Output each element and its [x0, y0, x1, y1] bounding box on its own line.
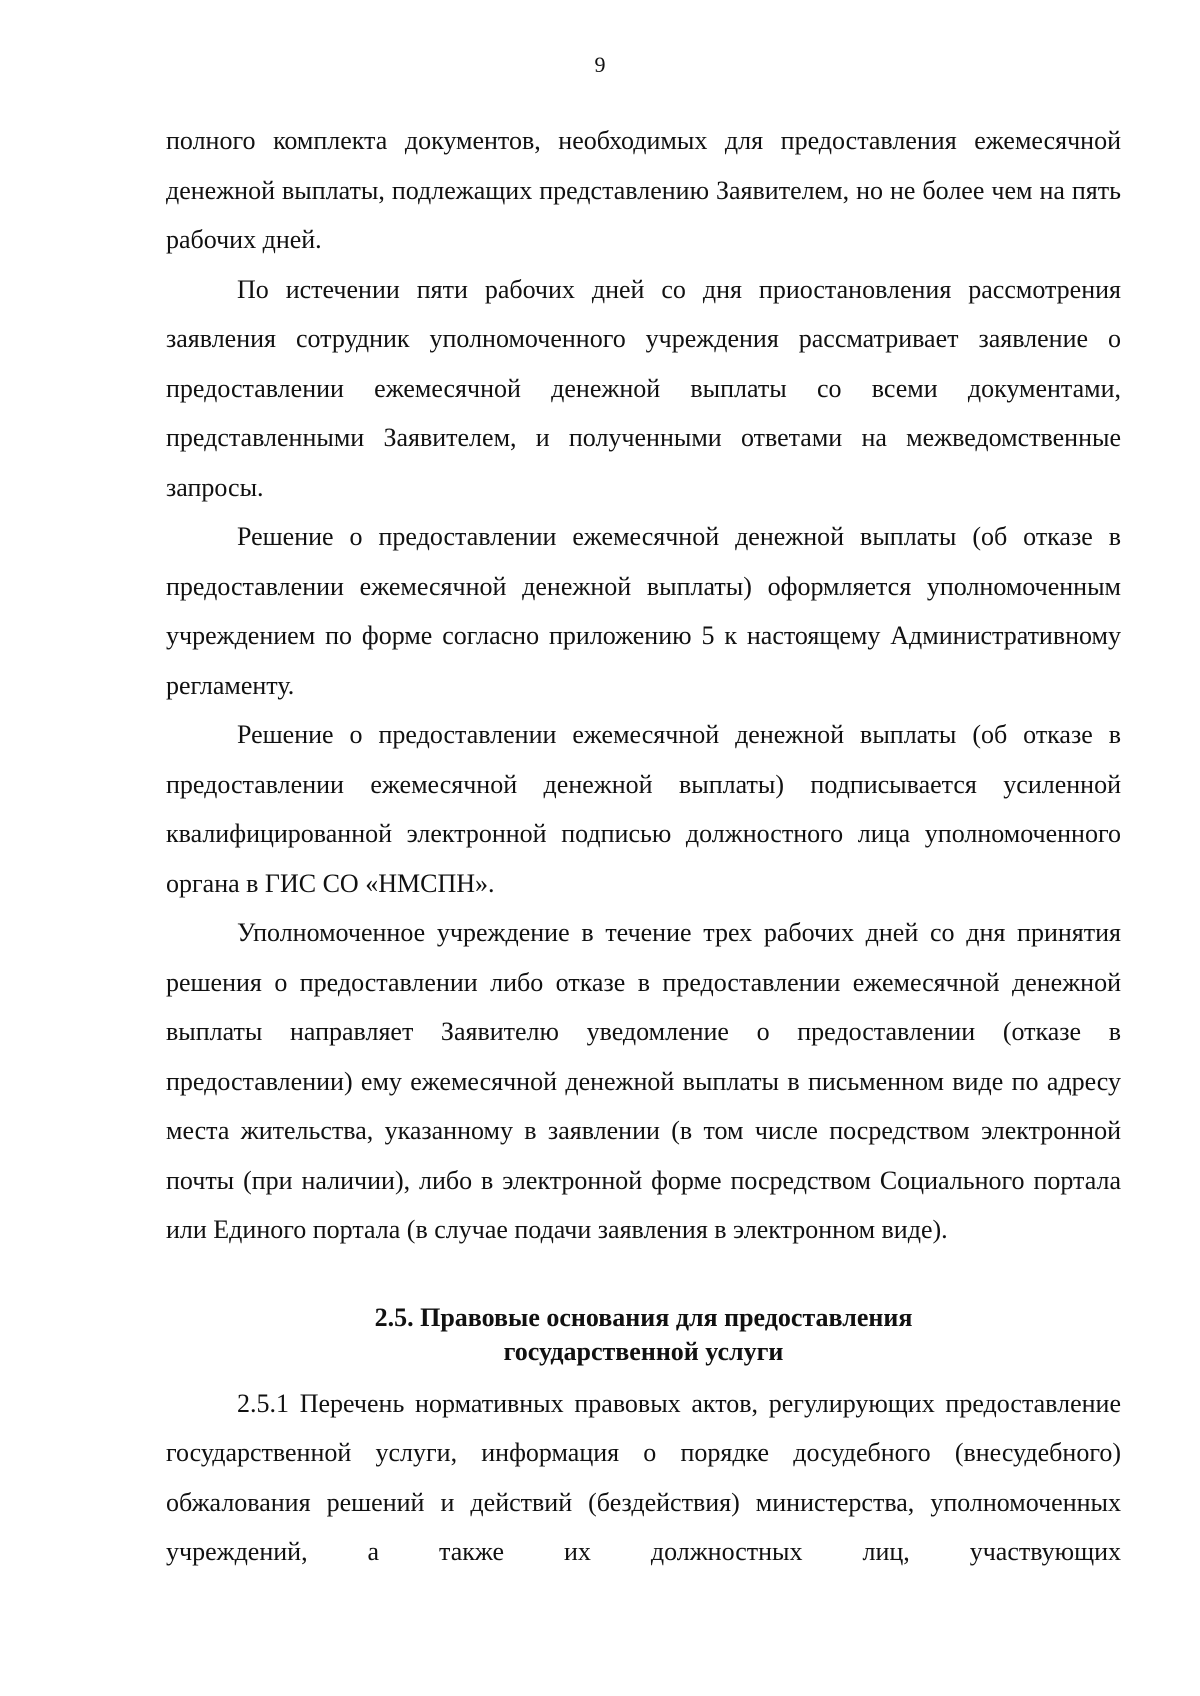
- section-heading-line-1: 2.5. Правовые основания для предоставления: [374, 1302, 913, 1332]
- paragraph-continuation: полного комплекта документов, необходимых для предоставления ежемесячной денежной выплаты, подлежащих представлению Заявителем, но не более чем на пять рабочих дней.: [166, 126, 1121, 254]
- paragraph-review-after-suspension: По истечении пяти рабочих дней со дня приостановления рассмотрения заявления сотрудник уполномоченного учреждения рассматривает заявление о предоставлении ежемесячной денежной выплаты со всеми документами, представленными Заявителем, и полученными ответами на межведомственные запросы.: [166, 274, 1121, 502]
- paragraph-decision-signature: Решение о предоставлении ежемесячной денежной выплаты (об отказе в предоставлении ежемесячной денежной выплаты) подписывается усиленной квалифицированной электронной подписью должностного лица уполномоченного органа в ГИС СО «НМСПН».: [166, 720, 1121, 898]
- paragraph-decision-form: Решение о предоставлении ежемесячной денежной выплаты (об отказе в предоставлении ежемесячной денежной выплаты) оформляется уполномоченным учреждением по форме согласно приложению 5 к настоящему Административному регламенту.: [166, 522, 1121, 700]
- paragraph-legal-acts-list: 2.5.1 Перечень нормативных правовых актов, регулирующих предоставление государственной услуги, информация о порядке досудебного (внесудебного) обжалования решений и действий (бездействия) министерства, уполномоченных учреждений, а также их должностных лиц, участвующих: [166, 1388, 1121, 1566]
- page-number: 9: [594, 52, 606, 77]
- document-body: [166, 116, 1121, 1577]
- paragraph-notification: Уполномоченное учреждение в течение трех рабочих дней со дня принятия решения о предоставлении либо отказе в предоставлении ежемесячной денежной выплаты направляет Заявителю уведомление о предоставлении (отказе в предоставлении) ему ежемесячной денежной выплаты в письменном виде по адресу места жительства, указанному в заявлении (в том числе посредством электронной почты (при наличии), либо в электронной форме посредством Социального портала или Единого портала (в случае подачи заявления в электронном виде).: [166, 918, 1121, 1244]
- section-heading-line-2: государственной услуги: [503, 1336, 784, 1366]
- section-heading: [166, 1301, 1121, 1369]
